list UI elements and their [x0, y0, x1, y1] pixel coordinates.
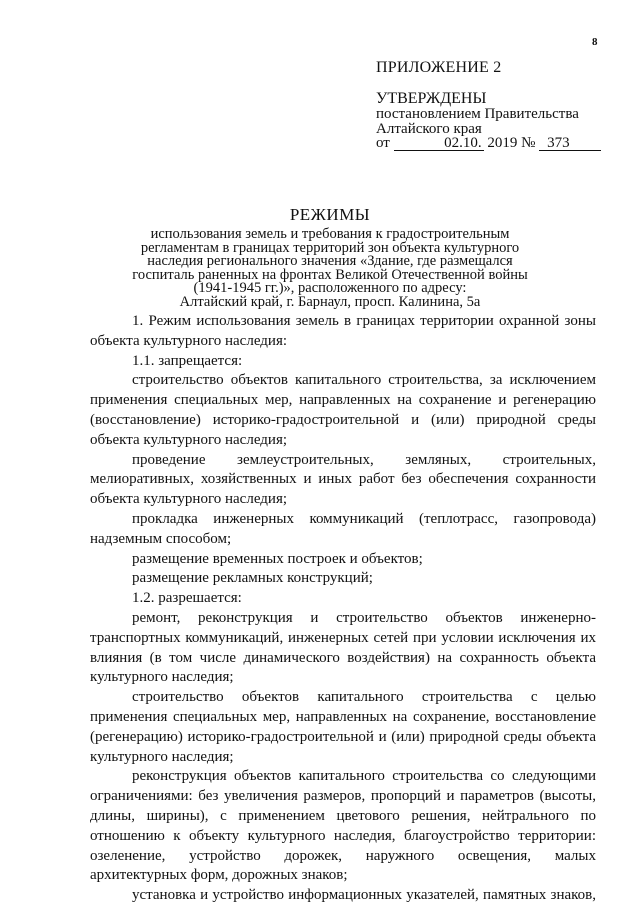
- title-line: регламентам в границах территорий зон объекта культурного: [140, 239, 520, 256]
- paragraph: установка и устройство информационных указателей, памятных знаков,: [132, 887, 596, 904]
- decree-year: 2019 №: [487, 135, 536, 151]
- paragraph: размещение временных построек и объектов;: [132, 550, 423, 567]
- document-title: [100, 205, 560, 310]
- document-body: [90, 312, 596, 906]
- paragraph-section-1: 1. Режим использования земель в границах территории охранной зоны объекта культурного наследия:: [90, 313, 596, 349]
- paragraph: реконструкция объектов капитального строительства со следующими ограничениями: без увеличения размеров, пропорций и параметров (высоты, длины, ширины), с применением цветового решения, нейтрального по отношению к объекту культурного наследия, благоустройство территории: озеленение, устройство дорожек, наружного освещения, малых архитектурных форм, дорожных знаков;: [90, 768, 596, 884]
- approval-header: [376, 60, 601, 151]
- title-heading: РЕЖИМЫ: [289, 205, 371, 224]
- paragraph: ремонт, реконструкция и строительство объектов инженерно-транспортных коммуникаций, инженерных сетей при условии исключения их влияния (в том числе динамического воздействия) на сохранность объекта культурного наследия;: [90, 609, 596, 686]
- title-line: наследия регионального значения «Здание, где размещался: [147, 253, 513, 270]
- paragraph: строительство объектов капитального строительства, за исключением применения специальных мер, направленных на сохранение и регенерацию (восстановление) историко-градостроительной и (или) природной среды объекта культурного наследия;: [90, 372, 596, 448]
- paragraph: размещение рекламных конструкций;: [132, 570, 373, 587]
- paragraph: прокладка инженерных коммуникаций (теплотрасс, газопровода) надземным способом;: [90, 510, 596, 547]
- title-line: госпиталь раненных на фронтах Великой Отечественной войны: [132, 266, 528, 283]
- approved-by-line-1: постановлением Правительства: [376, 106, 579, 122]
- title-line: (1941-1945 гг.)», расположенного по адресу:: [193, 280, 467, 297]
- page-number: 8: [592, 36, 598, 48]
- title-line: Алтайский край, г. Барнаул, просп. Калинина, 5а: [179, 293, 481, 310]
- date-prefix: от: [376, 135, 390, 151]
- approved-label: УТВЕРЖДЕНЫ: [376, 90, 487, 107]
- paragraph-prohibited-heading: 1.1. запрещается:: [132, 352, 243, 369]
- paragraph-allowed-heading: 1.2. разрешается:: [132, 590, 242, 607]
- paragraph: строительство объектов капитального строительства с целью применения специальных мер, направленных на сохранение, восстановление (регенерацию) историко-градостроительной и (или) природной среды объекта культурного наследия;: [90, 689, 596, 765]
- decree-number: 373: [539, 136, 601, 151]
- title-line: использования земель и требования к градостроительным: [150, 226, 510, 242]
- appendix-label: ПРИЛОЖЕНИЕ 2: [376, 59, 502, 76]
- decree-date-line: [376, 136, 601, 151]
- paragraph: проведение землеустроительных, земляных, строительных, мелиоративных, хозяйственных и иных работ без обеспечения сохранности объекта культурного наследия;: [90, 451, 596, 508]
- approved-by-line-2: Алтайского края: [376, 120, 482, 137]
- decree-date: 02.10.: [394, 136, 484, 151]
